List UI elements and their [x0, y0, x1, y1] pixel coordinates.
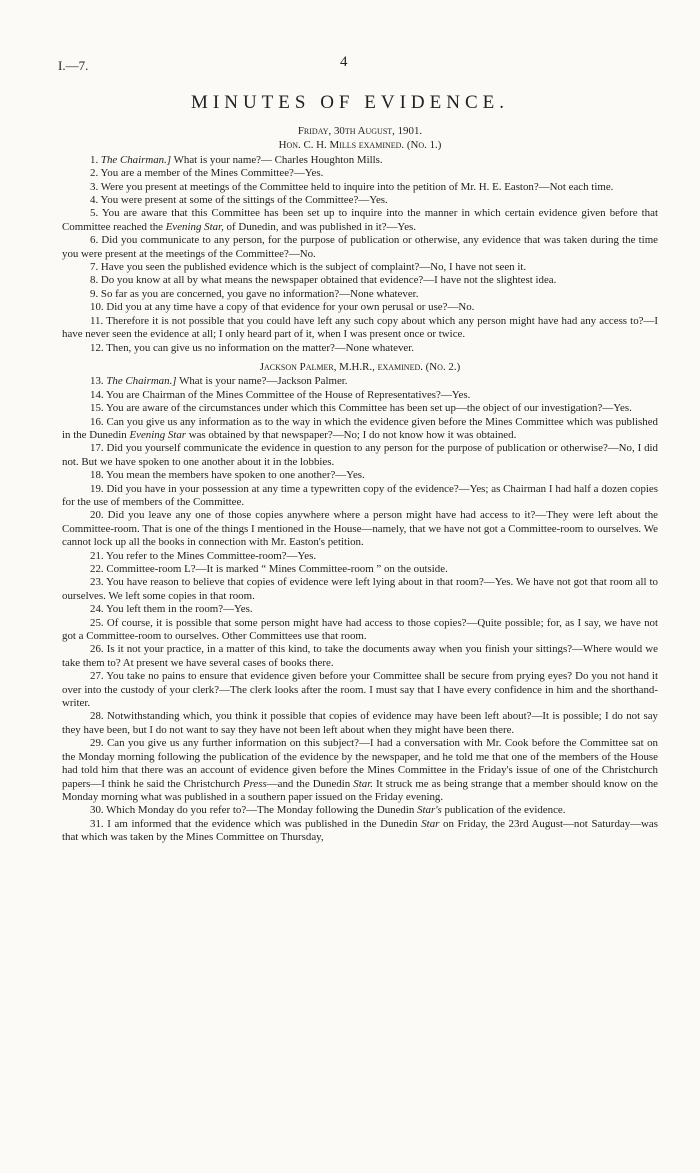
- question-text: Of course, it is possible that some person might have had access to those copies?—Quite possible; for, as I say, we have not got a Committee-room to ourselves. Other Committees use that room.: [62, 616, 658, 643]
- question-number: 30.: [90, 804, 107, 817]
- question-paragraph: [62, 643, 658, 670]
- speaker-label: The Chairman.]: [106, 375, 177, 388]
- question-text: I am informed that the evidence which was published in the Dunedin: [107, 817, 422, 830]
- question-number: 9.: [90, 287, 101, 300]
- question-paragraph: [62, 617, 658, 644]
- question-text: Therefore it is not possible that you could have left any such copy about which any person might have had any access to?—I have never seen the evidence at all; I only heard part of it, when I was present once or twice.: [62, 314, 658, 341]
- question-text: Which Monday do you refer to?—The Monday following the Dunedin: [106, 804, 418, 817]
- question-number: 1.: [90, 153, 101, 166]
- question-number: 27.: [90, 670, 107, 683]
- question-text: You left them in the room?—Yes.: [105, 603, 253, 616]
- question-text: What is your name?—Jackson Palmer.: [176, 375, 348, 388]
- question-number: 28.: [90, 710, 107, 723]
- italic-text: Press: [242, 777, 267, 790]
- question-text: on Friday, the 23rd August—not Saturday—was that which was taken by the Mines Committee on Thursday,: [62, 817, 658, 844]
- question-number: 16.: [90, 415, 107, 428]
- question-text: Is it not your practice, in a matter of this kind, to take the documents away when you finish your sittings?—Where would we take them to? At present we have several cases of books there.: [62, 643, 658, 669]
- question-text: You are aware of the circumstances under which this Committee has been set up—the object of our investigation?—Yes.: [105, 402, 632, 415]
- question-text: Can you give us any information as to the way in which the evidence given before the Mines Committee which was published in the Dunedin: [62, 415, 658, 441]
- question-number: 12.: [90, 341, 107, 354]
- question-text: Do you know at all by what means the newspaper obtained that evidence?—I have not the slightest idea.: [100, 274, 557, 287]
- question-paragraph: [62, 181, 658, 194]
- page-identifier: I.—7.: [58, 58, 89, 73]
- question-paragraph: [62, 154, 658, 167]
- question-paragraph: [62, 509, 658, 549]
- question-paragraph: [62, 288, 658, 301]
- question-number: 10.: [90, 301, 107, 314]
- question-number: 3.: [90, 180, 101, 193]
- question-text: You have reason to believe that copies of evidence were left lying about in that room?—Yes. We have not got that room all to ourselves. We left some copies in that room.: [62, 576, 658, 602]
- question-text: Were you present at meetings of the Committee held to inquire into the petition of Mr. H. E. Easton?—Not each time.: [100, 180, 614, 193]
- question-text: publication of the evidence.: [441, 804, 566, 817]
- question-number: 14.: [90, 388, 106, 401]
- question-number: 26.: [90, 643, 107, 656]
- page-number: 4: [340, 54, 348, 70]
- question-paragraph: [62, 194, 658, 207]
- question-paragraph: [62, 804, 658, 817]
- question-number: 18.: [90, 469, 106, 482]
- question-paragraph: [62, 469, 658, 482]
- question-text: You are aware that this Committee has been set up to inquire into the manner in which certain evidence given before that Committee reached the: [62, 207, 658, 233]
- witness-heading-1: Hon. C. H. Mills examined. (No. 1.): [278, 139, 442, 152]
- question-number: 29.: [90, 737, 108, 750]
- question-text: You refer to the Mines Committee-room?—Yes.: [105, 549, 317, 562]
- question-number: 23.: [90, 576, 107, 589]
- sitting-date: Friday, 30th August, 1901.: [297, 125, 423, 137]
- question-text: Then, you can give us no information on the matter?—None whatever.: [106, 341, 415, 354]
- question-text: So far as you are concerned, you gave no information?—None whatever.: [100, 287, 419, 300]
- question-paragraph: [62, 167, 658, 180]
- question-text: of Dunedin, and was published in it?—Yes.: [223, 220, 416, 233]
- question-number: 11.: [90, 314, 107, 327]
- question-paragraph: [62, 375, 658, 388]
- question-paragraph: [62, 207, 658, 234]
- question-text: You are a member of the Mines Committee?—Yes.: [100, 167, 324, 180]
- question-text: Did you leave any one of those copies anywhere where a person might have had access to it?—They were left about the Committee-room. That is one of the things I mentioned in the House—namely, that we have not got a Committee-room to ourselves. We cannot lock up all the books in connection with Mr. Easton's petition.: [62, 509, 658, 549]
- question-paragraph: [62, 416, 658, 443]
- question-paragraph: [62, 710, 658, 737]
- evidence-section-2: [62, 375, 658, 844]
- question-number: 5.: [90, 207, 102, 220]
- question-paragraph: [62, 234, 658, 261]
- question-paragraph: [62, 315, 658, 342]
- question-paragraph: [62, 737, 658, 804]
- question-number: 4.: [90, 194, 101, 207]
- question-paragraph: [62, 342, 658, 355]
- question-number: 7.: [90, 261, 101, 274]
- question-paragraph: [62, 818, 658, 845]
- italic-text: Star.: [353, 777, 373, 790]
- question-text: Did you have in your possession at any time a typewritten copy of the evidence?—Yes; as Chairman I had half a dozen copies for the use of members of the Committee.: [62, 482, 658, 508]
- question-paragraph: [62, 402, 658, 415]
- question-paragraph: [62, 670, 658, 710]
- question-text: —and the Dunedin: [266, 777, 354, 790]
- question-paragraph: [62, 389, 658, 402]
- question-number: 24.: [90, 603, 106, 616]
- question-text: What is your name?— Charles Houghton Mills.: [171, 153, 383, 166]
- question-paragraph: [62, 261, 658, 274]
- question-text: You take no pains to ensure that evidence given before your Committee shall be secure from prying eyes? Do you not hand it over into the custody of your clerk?—The clerk looks after the room. I must say that I have every confidence in him and the shorthand-writer.: [62, 670, 658, 710]
- question-number: 13.: [90, 375, 107, 388]
- speaker-label: The Chairman.]: [100, 153, 172, 166]
- question-number: 17.: [90, 442, 107, 455]
- question-text: Have you seen the published evidence which is the subject of complaint?—No, I have not seen it.: [100, 261, 527, 274]
- question-number: 6.: [90, 234, 102, 247]
- question-text: Committee-room L?—It is marked “ Mines Committee-room ” on the outside.: [106, 563, 448, 575]
- question-text: You were present at some of the sittings of the Committee?—Yes.: [100, 194, 388, 207]
- question-paragraph: [62, 301, 658, 314]
- question-paragraph: [62, 563, 658, 576]
- question-text: Can you give us any further information on this subject?—I had a conversation with Mr. Cook before the Committee sat on the Monday morning following the publication of the evidence by the newspaper, and he told me that one of the members of the House had told him that there was an account of evidence given before the Mines Committee in the Friday's issue of one of the Christchurch papers—I think he said the Christchurch: [62, 737, 658, 790]
- evidence-section-1: [62, 154, 658, 355]
- question-number: 25.: [90, 616, 107, 629]
- question-text: was obtained by that newspaper?—No; I do not know how it was obtained.: [186, 428, 517, 441]
- question-number: 20.: [90, 509, 108, 522]
- question-number: 15.: [90, 402, 106, 415]
- question-paragraph: [62, 274, 658, 287]
- question-text: You mean the members have spoken to one another?—Yes.: [105, 469, 365, 482]
- question-text: Did you yourself communicate the evidence in question to any person for the purpose of publication or otherwise?—No, I did not. But we have spoken to one another about it in the lobbies.: [62, 442, 658, 468]
- italic-text: Evening Star,: [165, 220, 224, 233]
- question-number: 21.: [90, 549, 106, 562]
- italic-text: Star: [421, 817, 440, 830]
- question-number: 8.: [90, 274, 101, 287]
- question-paragraph: [62, 603, 658, 616]
- question-text: Did you communicate to any person, for the purpose of publication or otherwise, any evidence that was taken during the time you were present at the meetings of the Committee?—No.: [62, 234, 658, 260]
- document-heading: MINUTES OF EVIDENCE.: [191, 92, 509, 113]
- question-paragraph: [62, 576, 658, 603]
- question-text: Did you at any time have a copy of that evidence for your own perusal or use?—No.: [106, 301, 475, 314]
- question-number: 22.: [90, 563, 107, 575]
- question-paragraph: [62, 483, 658, 510]
- question-number: 19.: [90, 482, 107, 495]
- question-paragraph: [62, 550, 658, 563]
- question-number: 31.: [90, 817, 108, 830]
- italic-text: Star's: [417, 804, 442, 817]
- question-text: You are Chairman of the Mines Committee of the House of Representatives?—Yes.: [105, 388, 471, 401]
- question-number: 2.: [90, 167, 101, 180]
- witness-heading-2: Jackson Palmer, M.H.R., examined. (No. 2.): [259, 360, 461, 373]
- italic-text: Evening Star: [129, 428, 187, 441]
- question-paragraph: [62, 442, 658, 469]
- question-text: Notwithstanding which, you think it possible that copies of evidence may have been left about?—It is possible; I do not say they have been, but I do not want to say they have not been left about when they might have been there.: [62, 710, 658, 736]
- question-text: It struck me as being strange that a member should know on the Monday morning what was published in a southern paper issued on the Friday evening.: [62, 777, 659, 803]
- document-body: [62, 125, 658, 845]
